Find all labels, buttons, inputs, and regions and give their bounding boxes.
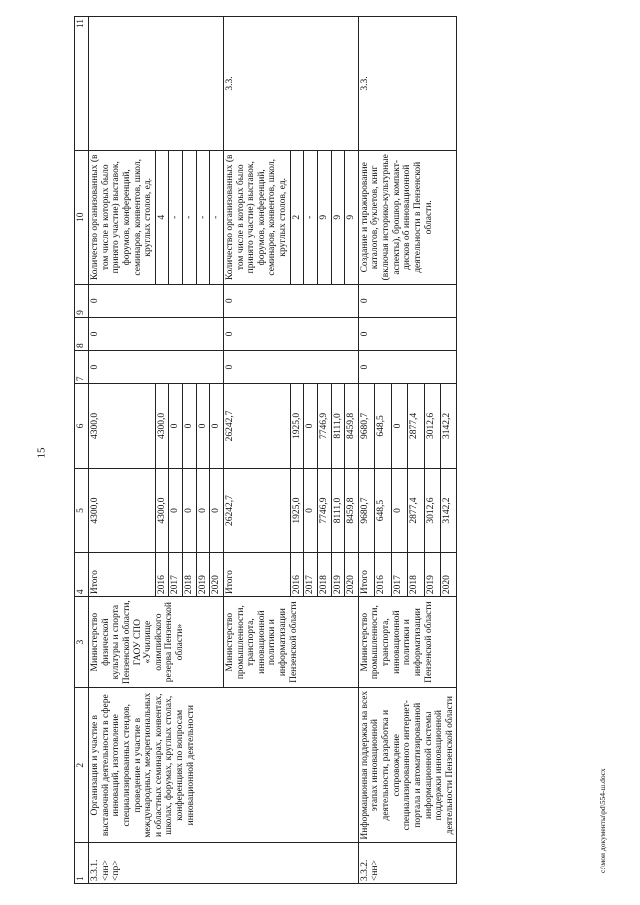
value-8: 0 <box>89 317 224 350</box>
year: 2018 <box>317 553 331 597</box>
header-row <box>75 17 89 884</box>
col-4-header: 4 <box>75 553 89 597</box>
value-6: 0 <box>391 384 407 469</box>
total-value-6: 26242,7 <box>223 384 290 469</box>
reference <box>89 17 224 151</box>
value-5: 0 <box>196 468 210 553</box>
value-6: 3012,6 <box>424 384 440 469</box>
value-5: 8111,0 <box>331 468 345 553</box>
col-6-header: 6 <box>75 384 89 469</box>
value-7: 0 <box>358 351 457 384</box>
total-value-5: 9680,7 <box>358 468 374 553</box>
year: 2018 <box>183 553 197 597</box>
year: 2017 <box>169 553 183 597</box>
executor: Министерство физической культуры и спорта Пензенской области, ГАОУ СПО «Училище олимпийского резерва Пензенской области» <box>89 597 224 688</box>
value-6: 0 <box>196 384 210 469</box>
value-5: 8459,8 <box>345 468 359 553</box>
indicator: Создание и тиражирование каталогов, буклетов, книг (включая историко-культурные аспекты), брошюр, компакт-дисков об инновационной деятельности в Пензенской области. <box>358 150 457 284</box>
indicator: Количество организованных (в том числе в которых было принято участие) выставок, форумов, конференций, семинаров, конвентов, школ, круглых столов, ед. <box>223 150 290 284</box>
total-label: Итого <box>358 553 374 597</box>
value-9: 0 <box>358 284 457 317</box>
indicator: Количество организованных (в том числе в которых было принято участие) выставок, форумов, конференций, семинаров, конвентов, школ, круглых столов, ед. <box>89 150 156 284</box>
year: 2016 <box>155 553 169 597</box>
value-5: 1925,0 <box>290 468 304 553</box>
indicator-value: 9 <box>317 150 331 284</box>
indicator-value: 4 <box>155 150 169 284</box>
value-6: 0 <box>183 384 197 469</box>
item-name: Организация и участие в выставочной деятельности в сфере инноваций, изготовление специализированных стендов, проведение и участие в международных, межрегиональных и областных семинарах, конвентах, школах, форумах, круглых столах, конференциях по вопросам инновационной деятельности <box>89 688 359 843</box>
year: 2016 <box>375 553 391 597</box>
year: 2019 <box>424 553 440 597</box>
year: 2017 <box>304 553 318 597</box>
total-value-6: 4300,0 <box>89 384 156 469</box>
table-row <box>358 17 374 884</box>
col-2-header: 2 <box>75 688 89 843</box>
indicator-value: - <box>196 150 210 284</box>
value-6: 7746,9 <box>317 384 331 469</box>
item-number: 3.3.1. <нн> <пр> <box>89 843 359 884</box>
value-6: 0 <box>210 384 224 469</box>
program-table <box>74 16 457 884</box>
year: 2020 <box>210 553 224 597</box>
year: 2018 <box>408 553 424 597</box>
value-5: 0 <box>183 468 197 553</box>
indicator-value: 9 <box>331 150 345 284</box>
value-5: 2877,4 <box>408 468 424 553</box>
col-8-header: 8 <box>75 317 89 350</box>
value-6: 2877,4 <box>408 384 424 469</box>
executor: Министерство промышленности, транспорта, инновационной политики и информатизации Пензенской области <box>223 597 358 688</box>
value-5: 4300,0 <box>155 468 169 553</box>
total-label: Итого <box>89 553 156 597</box>
executor: Министерство промышленности, транспорта, инновационной политики и информатизации Пензенской области <box>358 597 457 688</box>
value-5: 3012,6 <box>424 468 440 553</box>
value-6: 4300,0 <box>155 384 169 469</box>
reference: 3.3. <box>358 17 457 151</box>
table-row <box>89 17 156 884</box>
col-3-header: 3 <box>75 597 89 688</box>
file-path-footer: c:\мои документы\pd\554-ш.docx <box>598 768 607 873</box>
year: 2020 <box>345 553 359 597</box>
value-5: 0 <box>391 468 407 553</box>
col-1-header: 1 <box>75 843 89 884</box>
col-10-header: 10 <box>75 150 89 284</box>
page-number: 15 <box>35 447 48 459</box>
indicator-value: 2 <box>290 150 304 284</box>
col-7-header: 7 <box>75 351 89 384</box>
value-6: 1925,0 <box>290 384 304 469</box>
rotated-table-sheet <box>74 16 591 884</box>
total-value-5: 26242,7 <box>223 468 290 553</box>
value-5: 0 <box>304 468 318 553</box>
value-8: 0 <box>223 317 358 350</box>
value-7: 0 <box>89 351 224 384</box>
value-5: 0 <box>210 468 224 553</box>
value-5: 7746,9 <box>317 468 331 553</box>
year: 2019 <box>331 553 345 597</box>
value-5: 0 <box>169 468 183 553</box>
value-6: 3142,2 <box>440 384 456 469</box>
value-5: 3142,2 <box>440 468 456 553</box>
value-6: 0 <box>169 384 183 469</box>
col-9-header: 9 <box>75 284 89 317</box>
value-6: 648,5 <box>375 384 391 469</box>
year: 2019 <box>196 553 210 597</box>
indicator-value: 9 <box>345 150 359 284</box>
indicator-value: - <box>183 150 197 284</box>
year: 2016 <box>290 553 304 597</box>
col-11-header: 11 <box>75 17 89 151</box>
item-number: 3.3.2. <нн> <box>358 843 457 884</box>
value-6: 8459,8 <box>345 384 359 469</box>
year: 2017 <box>391 553 407 597</box>
col-5-header: 5 <box>75 468 89 553</box>
reference: 3.3. <box>223 17 358 151</box>
value-5: 648,5 <box>375 468 391 553</box>
year: 2020 <box>440 553 456 597</box>
value-6: 0 <box>304 384 318 469</box>
value-9: 0 <box>89 284 224 317</box>
total-value-6: 9680,7 <box>358 384 374 469</box>
value-8: 0 <box>358 317 457 350</box>
indicator-value: - <box>304 150 318 284</box>
value-9: 0 <box>223 284 358 317</box>
value-6: 8111,0 <box>331 384 345 469</box>
value-7: 0 <box>223 351 358 384</box>
total-label: Итого <box>223 553 290 597</box>
total-value-5: 4300,0 <box>89 468 156 553</box>
indicator-value: - <box>169 150 183 284</box>
item-name: Информационная поддержка на всех этапах инновационной деятельности, разработка и сопровождение специализированного интернет-портала и автоматизированной информационной системы поддержки инновационной деятельности Пензенской области <box>358 688 457 843</box>
indicator-value: - <box>210 150 224 284</box>
